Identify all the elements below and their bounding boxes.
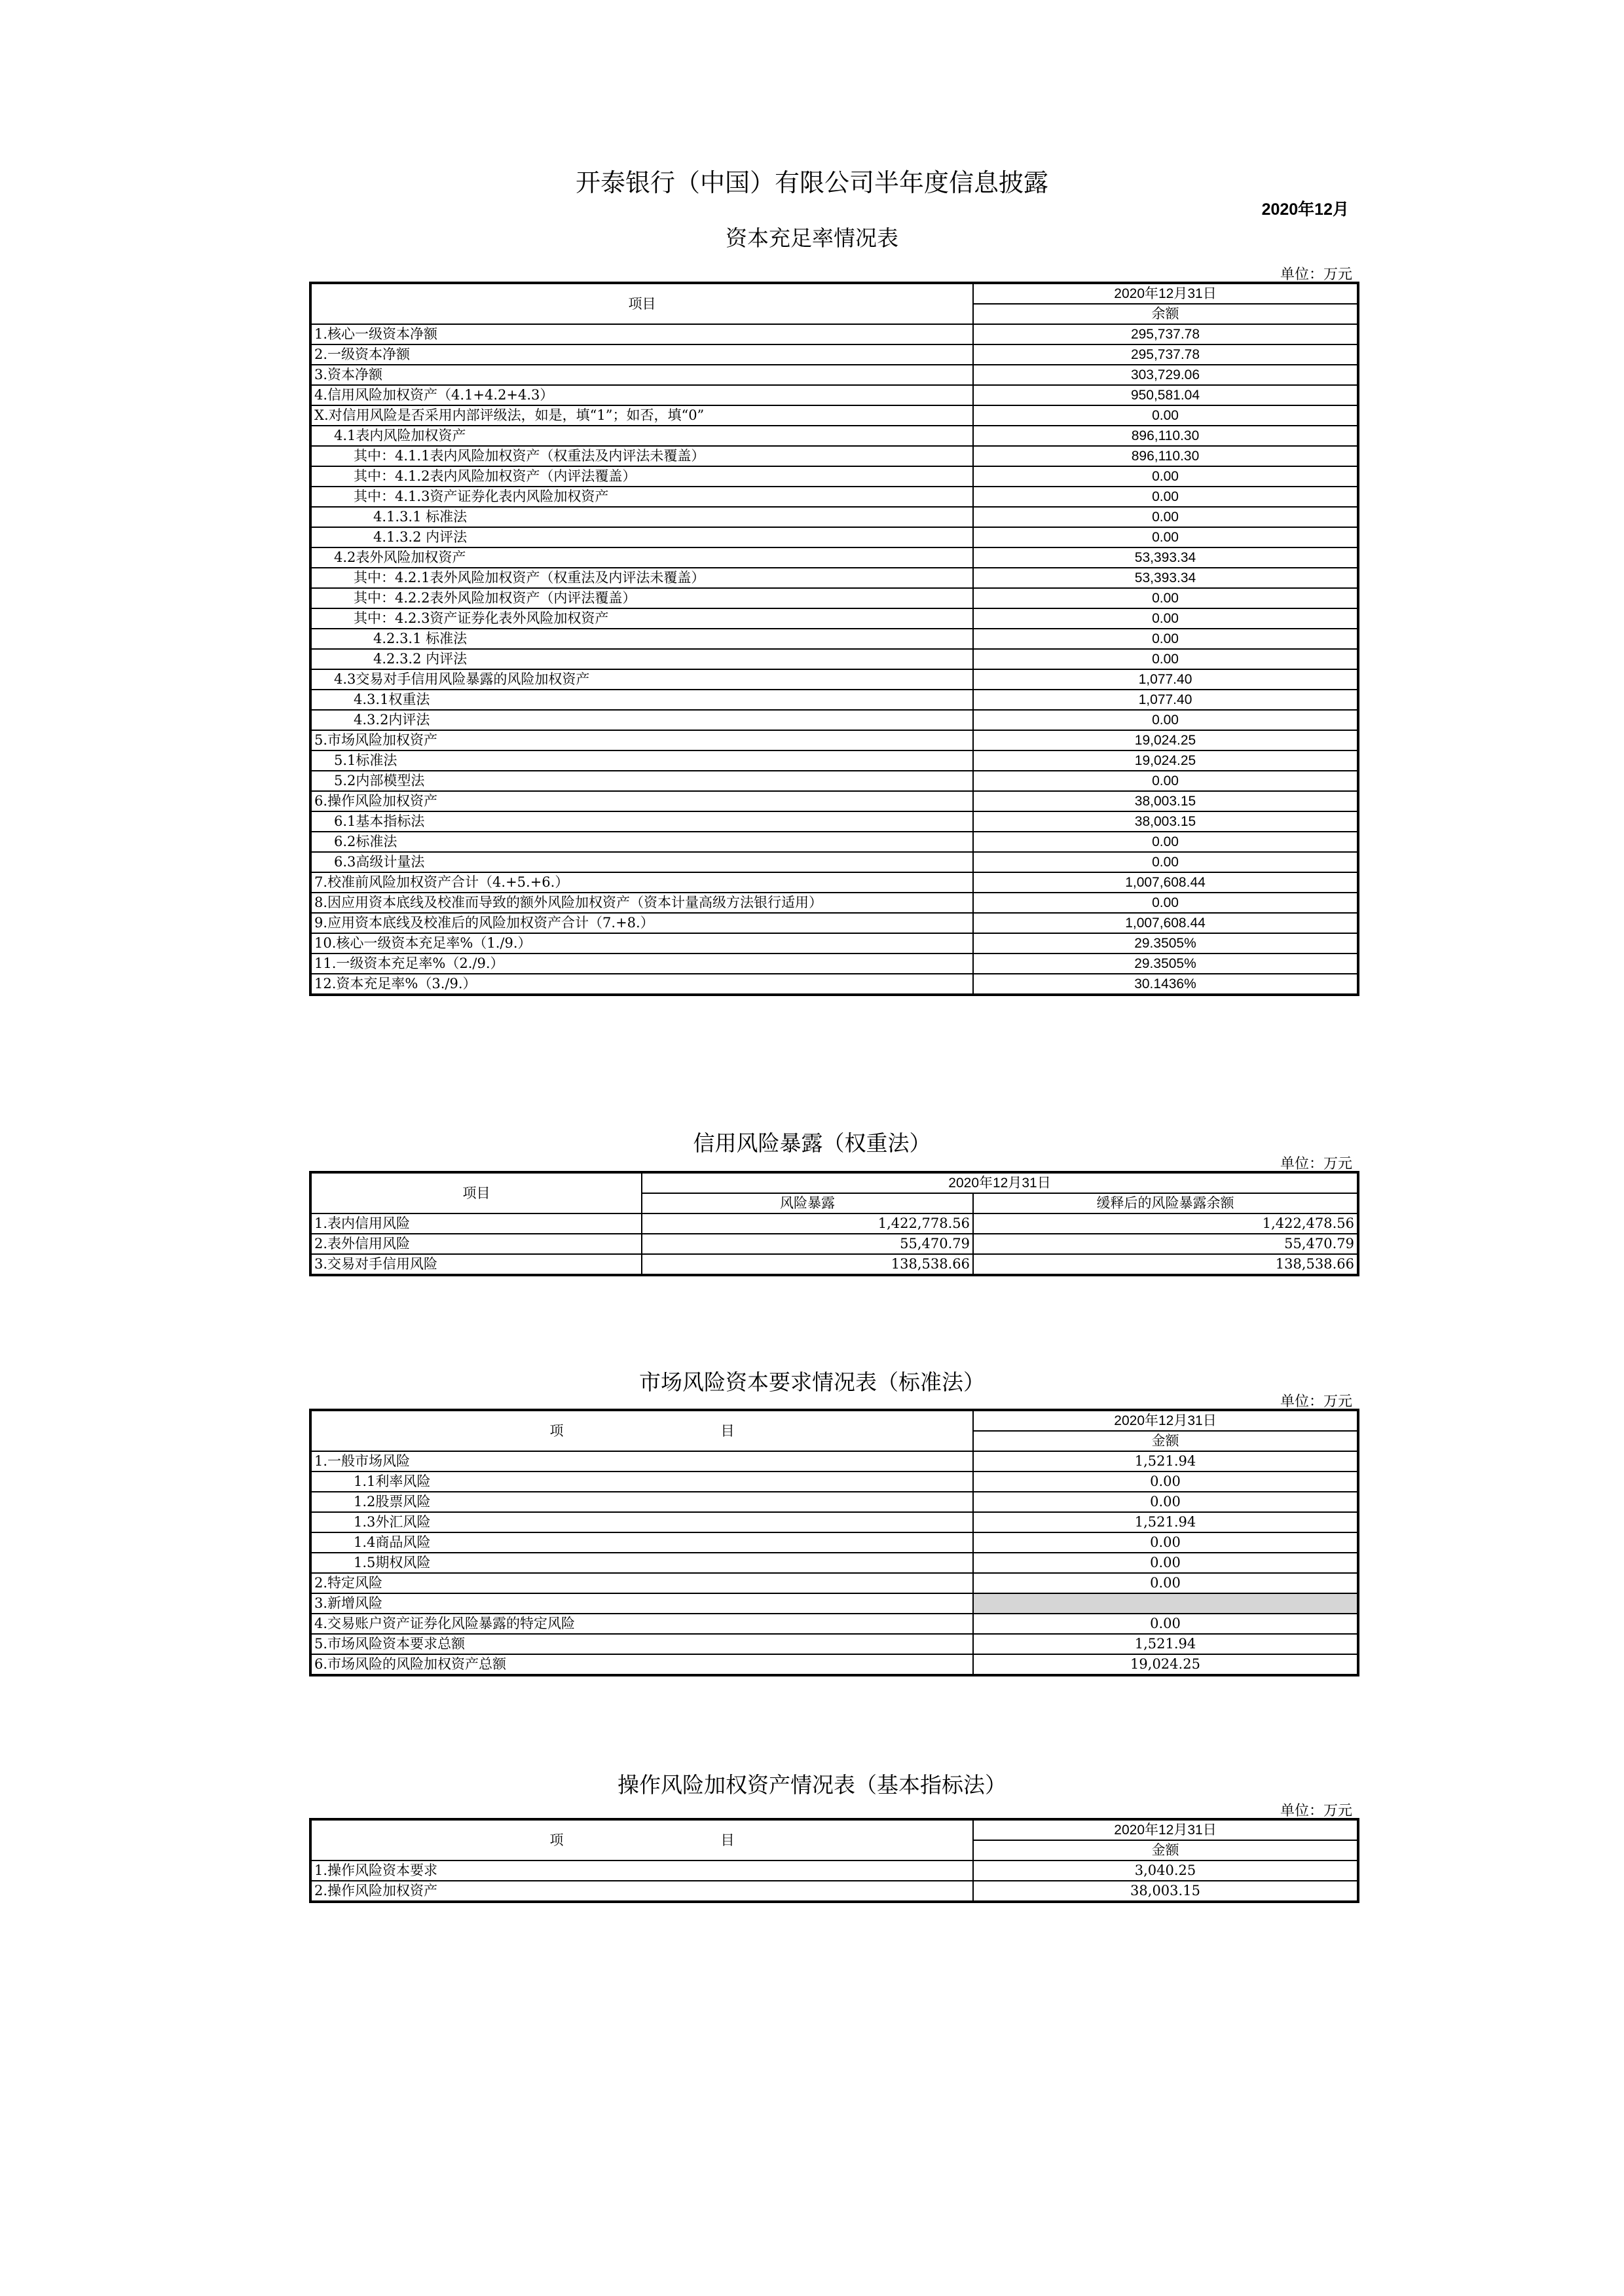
header-balance: 余额 (973, 304, 1358, 324)
table-row (310, 1512, 1358, 1532)
row-label: 1.2股票风险 (310, 1492, 973, 1512)
row-value: 0.00 (973, 507, 1358, 527)
row-value: 0.00 (973, 487, 1358, 507)
table-row (310, 852, 1358, 872)
row-label: 9.应用资本底线及校准后的风险加权资产合计（7.+8.） (310, 913, 973, 933)
table-row (310, 1451, 1358, 1472)
row-value: 38,003.15 (973, 811, 1358, 832)
row-mitigated: 1,422,478.56 (973, 1213, 1358, 1234)
operational-risk-table (309, 1818, 1359, 1903)
row-label: 12.资本充足率%（3./9.） (310, 974, 973, 995)
header-date: 2020年12月31日 (973, 1819, 1358, 1840)
operational-risk-unit: 单位：万元 (1280, 1803, 1352, 1819)
table-row (310, 426, 1358, 446)
row-label: 4.1.3.2 内评法 (310, 527, 973, 547)
row-label: 4.交易账户资产证券化风险暴露的特定风险 (310, 1614, 973, 1634)
row-value: 1,007,608.44 (973, 913, 1358, 933)
table-row (310, 446, 1358, 466)
capital-adequacy-table (309, 282, 1359, 996)
row-label: 6.操作风险加权资产 (310, 791, 973, 811)
table-row (310, 974, 1358, 995)
header-date: 2020年12月31日 (973, 283, 1358, 304)
row-label: 3.资本净额 (310, 365, 973, 385)
row-label: 其中：4.1.2表内风险加权资产（内评法覆盖） (310, 466, 973, 487)
row-value: 0.00 (973, 832, 1358, 852)
row-label: 4.3.1权重法 (310, 690, 973, 710)
row-value (973, 1593, 1358, 1614)
table-row (310, 649, 1358, 669)
row-label: 4.2表外风险加权资产 (310, 547, 973, 568)
table-row (310, 872, 1358, 893)
table-row (310, 365, 1358, 385)
row-exposure: 1,422,778.56 (642, 1213, 973, 1234)
row-label: 7.校准前风险加权资产合计（4.+5.+6.） (310, 872, 973, 893)
table-row (310, 405, 1358, 426)
row-label: 8.因应用资本底线及校准而导致的额外风险加权资产（资本计量高级方法银行适用） (310, 893, 973, 913)
table-row (310, 669, 1358, 690)
table-row (310, 1254, 1358, 1275)
table-row (310, 1553, 1358, 1573)
header-exposure: 风险暴露 (642, 1193, 973, 1213)
row-value: 0.00 (973, 852, 1358, 872)
header-item (310, 1410, 973, 1451)
row-value: 30.1436% (973, 974, 1358, 995)
row-label: 3.交易对手信用风险 (310, 1254, 642, 1275)
header-amount: 金额 (973, 1840, 1358, 1861)
row-label: 4.3.2内评法 (310, 710, 973, 730)
row-value: 0.00 (973, 527, 1358, 547)
header-date: 2020年12月31日 (642, 1172, 1358, 1193)
table-row (310, 811, 1358, 832)
row-value: 0.00 (973, 771, 1358, 791)
row-label: 1.3外汇风险 (310, 1512, 973, 1532)
row-label: 2.一级资本净额 (310, 344, 973, 365)
row-value: 1,077.40 (973, 690, 1358, 710)
row-label: 其中：4.2.1表外风险加权资产（权重法及内评法未覆盖） (310, 568, 973, 588)
row-value: 0.00 (973, 466, 1358, 487)
operational-risk-title: 操作风险加权资产情况表（基本指标法） (618, 1772, 1006, 1798)
row-label: 2.特定风险 (310, 1573, 973, 1593)
table-row (310, 1472, 1358, 1492)
row-label: 6.市场风险的风险加权资产总额 (310, 1654, 973, 1675)
header-date: 2020年12月31日 (973, 1410, 1358, 1431)
row-label: 1.操作风险资本要求 (310, 1861, 973, 1881)
document-title: 开泰银行（中国）有限公司半年度信息披露 (575, 168, 1048, 197)
row-value: 896,110.30 (973, 446, 1358, 466)
row-value: 0.00 (973, 893, 1358, 913)
table-row (310, 507, 1358, 527)
table-row (310, 1234, 1358, 1254)
market-risk-table (309, 1409, 1359, 1676)
table-row (310, 1213, 1358, 1234)
row-label: 4.2.3.2 内评法 (310, 649, 973, 669)
row-value: 0.00 (973, 710, 1358, 730)
table-row (310, 324, 1358, 344)
row-label: 5.1标准法 (310, 750, 973, 771)
table-row (310, 893, 1358, 913)
table-row (310, 913, 1358, 933)
report-date: 2020年12月 (1261, 200, 1349, 219)
row-value: 896,110.30 (973, 426, 1358, 446)
row-label: 4.3交易对手信用风险暴露的风险加权资产 (310, 669, 973, 690)
table-row (310, 954, 1358, 974)
table-row (310, 710, 1358, 730)
row-value: 295,737.78 (973, 324, 1358, 344)
row-value: 38,003.15 (973, 1881, 1358, 1902)
table-row (310, 527, 1358, 547)
row-value: 303,729.06 (973, 365, 1358, 385)
row-label: 10.核心一级资本充足率%（1./9.） (310, 933, 973, 954)
row-label: 5.市场风险加权资产 (310, 730, 973, 750)
row-value: 0.00 (973, 1472, 1358, 1492)
table-row (310, 771, 1358, 791)
row-value: 0.00 (973, 1573, 1358, 1593)
row-value: 950,581.04 (973, 385, 1358, 405)
table-row (310, 690, 1358, 710)
table-row (310, 791, 1358, 811)
row-value: 53,393.34 (973, 547, 1358, 568)
table-row (310, 1573, 1358, 1593)
row-label: 其中：4.2.2表外风险加权资产（内评法覆盖） (310, 588, 973, 608)
header-item-b: 目 (720, 1422, 735, 1439)
row-value: 0.00 (973, 1492, 1358, 1512)
row-exposure: 55,470.79 (642, 1234, 973, 1254)
row-label: 1.5期权风险 (310, 1553, 973, 1573)
row-value: 0.00 (973, 588, 1358, 608)
table-row (310, 750, 1358, 771)
row-value: 0.00 (973, 608, 1358, 629)
table-row (310, 1654, 1358, 1675)
market-risk-title: 市场风险资本要求情况表（标准法） (639, 1369, 985, 1395)
table-row (310, 1532, 1358, 1553)
table-row (310, 385, 1358, 405)
row-mitigated: 138,538.66 (973, 1254, 1358, 1275)
row-label: 6.2标准法 (310, 832, 973, 852)
table-row (310, 1614, 1358, 1634)
row-value: 1,521.94 (973, 1634, 1358, 1654)
row-value: 0.00 (973, 1532, 1358, 1553)
row-value: 0.00 (973, 629, 1358, 649)
table-row (310, 568, 1358, 588)
header-item (310, 1819, 973, 1861)
row-label: 5.2内部模型法 (310, 771, 973, 791)
table-row (310, 1492, 1358, 1512)
row-value: 0.00 (973, 1614, 1358, 1634)
table-row (310, 588, 1358, 608)
row-value: 19,024.25 (973, 730, 1358, 750)
row-value: 1,521.94 (973, 1512, 1358, 1532)
table-row (310, 547, 1358, 568)
row-label: 2.表外信用风险 (310, 1234, 642, 1254)
row-label: 4.1.3.1 标准法 (310, 507, 973, 527)
table-row (310, 933, 1358, 954)
table-row (310, 730, 1358, 750)
row-value: 19,024.25 (973, 1654, 1358, 1675)
header-item-b: 目 (720, 1832, 735, 1848)
table-row (310, 608, 1358, 629)
row-label: 1.表内信用风险 (310, 1213, 642, 1234)
row-value: 3,040.25 (973, 1861, 1358, 1881)
table-row (310, 487, 1358, 507)
header-item-a: 项 (549, 1832, 564, 1848)
header-amount: 金额 (973, 1431, 1358, 1451)
row-label: X.对信用风险是否采用内部评级法，如是，填“1”；如否，填“0” (310, 405, 973, 426)
row-label: 4.信用风险加权资产（4.1+4.2+4.3） (310, 385, 973, 405)
credit-risk-table (309, 1171, 1359, 1276)
row-label: 6.1基本指标法 (310, 811, 973, 832)
capital-adequacy-unit: 单位：万元 (1280, 267, 1352, 283)
row-value: 1,007,608.44 (973, 872, 1358, 893)
row-label: 2.操作风险加权资产 (310, 1881, 973, 1902)
row-value: 0.00 (973, 405, 1358, 426)
table-row (310, 832, 1358, 852)
row-label: 5.市场风险资本要求总额 (310, 1634, 973, 1654)
table-row (310, 1861, 1358, 1881)
table-row (310, 1634, 1358, 1654)
row-label: 其中：4.1.1表内风险加权资产（权重法及内评法未覆盖） (310, 446, 973, 466)
row-label: 1.核心一级资本净额 (310, 324, 973, 344)
row-value: 29.3505% (973, 954, 1358, 974)
row-label: 3.新增风险 (310, 1593, 973, 1614)
table-row (310, 629, 1358, 649)
row-value: 38,003.15 (973, 791, 1358, 811)
row-value: 53,393.34 (973, 568, 1358, 588)
row-label: 4.2.3.1 标准法 (310, 629, 973, 649)
row-label: 其中：4.2.3资产证券化表外风险加权资产 (310, 608, 973, 629)
row-label: 1.一般市场风险 (310, 1451, 973, 1472)
row-label: 11.一级资本充足率%（2./9.） (310, 954, 973, 974)
header-item-a: 项 (549, 1422, 564, 1439)
capital-adequacy-title: 资本充足率情况表 (726, 225, 898, 251)
market-risk-unit: 单位：万元 (1280, 1394, 1352, 1410)
credit-risk-title: 信用风险暴露（权重法） (693, 1130, 931, 1156)
row-value: 295,737.78 (973, 344, 1358, 365)
row-value: 0.00 (973, 1553, 1358, 1573)
header-item: 项目 (310, 283, 973, 324)
header-item: 项目 (310, 1172, 642, 1213)
row-label: 4.1表内风险加权资产 (310, 426, 973, 446)
row-label: 1.4商品风险 (310, 1532, 973, 1553)
table-row (310, 1593, 1358, 1614)
row-value: 19,024.25 (973, 750, 1358, 771)
table-row (310, 1881, 1358, 1902)
row-label: 1.1利率风险 (310, 1472, 973, 1492)
row-value: 0.00 (973, 649, 1358, 669)
row-value: 29.3505% (973, 933, 1358, 954)
credit-risk-unit: 单位：万元 (1280, 1156, 1352, 1172)
row-label: 6.3高级计量法 (310, 852, 973, 872)
table-row (310, 344, 1358, 365)
row-mitigated: 55,470.79 (973, 1234, 1358, 1254)
table-row (310, 466, 1358, 487)
row-value: 1,521.94 (973, 1451, 1358, 1472)
row-label: 其中：4.1.3资产证券化表内风险加权资产 (310, 487, 973, 507)
row-value: 1,077.40 (973, 669, 1358, 690)
row-exposure: 138,538.66 (642, 1254, 973, 1275)
header-mitigated: 缓释后的风险暴露余额 (973, 1193, 1358, 1213)
